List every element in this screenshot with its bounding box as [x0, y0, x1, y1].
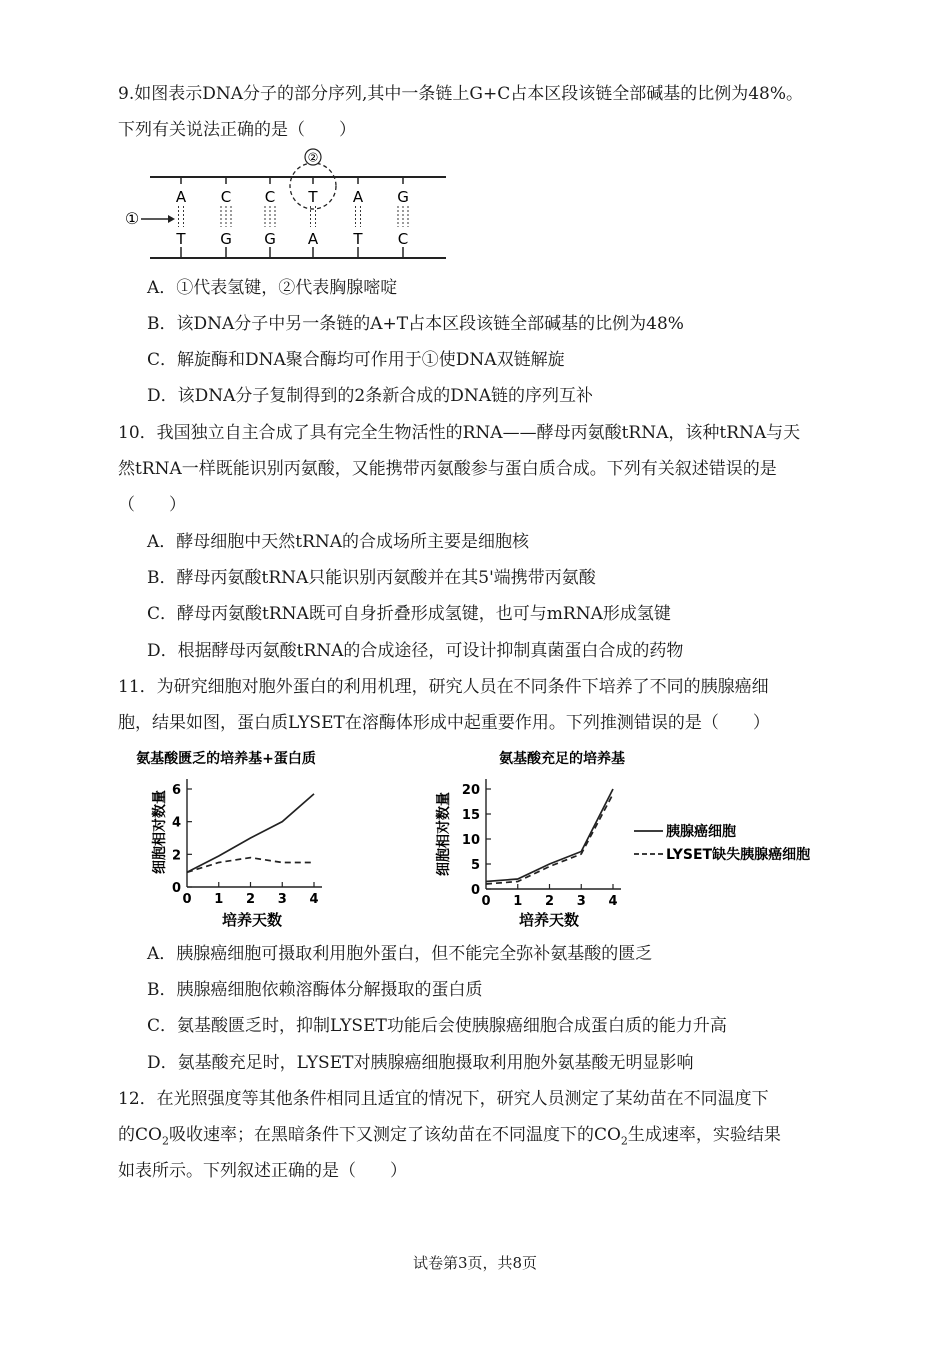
chart2-xlabel: 培养天数: [518, 911, 580, 929]
chart1-ylabel: 细胞相对数量: [152, 790, 168, 874]
y-tick-label: 0: [171, 881, 181, 896]
q10-option-c: C．酵母丙氨酸tRNA既可自身折叠形成氢键，也可与mRNA形成氢键: [147, 604, 671, 624]
series-line-pancreatic-cancer: [187, 794, 314, 872]
base-bottom-3: A: [307, 230, 319, 248]
base-top-3: T: [308, 188, 318, 206]
x-tick-label: 3: [576, 894, 586, 909]
x-tick-label: 3: [277, 892, 287, 907]
base-top-0: A: [175, 188, 187, 206]
q10-option-b: B．酵母丙氨酸tRNA只能识别丙氨酸并在其5'端携带丙氨酸: [147, 568, 596, 588]
q10-option-a: A．酵母细胞中天然tRNA的合成场所主要是细胞核: [147, 532, 530, 552]
q10-stem-line1: 10．我国独立自主合成了具有完全生物活性的RNA——酵母丙氨酸tRNA，该种tRNA与天: [118, 423, 801, 443]
base-bottom-2: G: [264, 230, 276, 248]
chart2-plot: [462, 779, 621, 909]
q12-stem-line1: 12．在光照强度等其他条件相同且适宜的情况下，研究人员测定了某幼苗在不同温度下: [118, 1089, 769, 1109]
x-tick-label: 2: [544, 894, 555, 909]
q12-line2-part-b: 吸收速率；在黑暗条件下又测定了该幼苗在不同温度下的CO: [168, 1125, 621, 1145]
x-tick-label: 1: [214, 892, 224, 907]
q11-stem-line2: 胞，结果如图，蛋白质LYSET在溶酶体形成中起重要作用。下列推测错误的是（ ）: [118, 713, 770, 733]
q11-option-c: C．氨基酸匮乏时，抑制LYSET功能后会使胰腺癌细胞合成蛋白质的能力升高: [147, 1016, 727, 1036]
series-line-lyset-deficient: [187, 858, 314, 873]
q12-line2-sub2: 2: [620, 1134, 628, 1148]
q11-option-d: D．氨基酸充足时，LYSET对胰腺癌细胞摄取利用胞外氨基酸无明显影响: [147, 1053, 694, 1073]
marker1-arrowhead: [168, 215, 175, 223]
base-bottom-0: T: [176, 230, 186, 248]
base-bottom-4: T: [353, 230, 363, 248]
chart1-xlabel: 培养天数: [221, 911, 283, 929]
q12-line2-sub1: 2: [161, 1134, 169, 1148]
q11-option-a: A．胰腺癌细胞可摄取利用胞外蛋白，但不能完全弥补氨基酸的匮乏: [147, 944, 653, 964]
chart1-plot: [172, 779, 322, 907]
base-pairs: [175, 177, 408, 258]
q10-stem-line2: 然tRNA一样既能识别丙氨酸，又能携带丙氨酸参与蛋白质合成。下列有关叙述错误的是: [118, 459, 777, 479]
marker1-label: ①: [124, 209, 140, 228]
legend-item-1: 胰腺癌细胞: [666, 824, 736, 840]
y-tick-label: 0: [470, 883, 480, 898]
base-top-2: C: [264, 188, 276, 206]
series-line-lyset-deficient: [486, 794, 613, 884]
y-tick-label: 5: [470, 858, 480, 873]
series-line-pancreatic-cancer: [486, 789, 613, 882]
x-tick-label: 0: [182, 892, 192, 907]
q10-stem-line3: （ ）: [118, 495, 186, 515]
y-tick-label: 4: [171, 815, 181, 831]
q9-option-b: B．该DNA分子中另一条链的A+T占本区段该链全部碱基的比例为48%: [147, 314, 684, 334]
y-tick-label: 15: [461, 808, 480, 823]
page-footer: 试卷第3页，共8页: [412, 1254, 538, 1272]
q9-option-c: C．解旋酶和DNA聚合酶均可作用于①使DNA双链解旋: [147, 350, 565, 370]
dna-diagram: [118, 148, 453, 268]
marker2-label: ②: [307, 150, 319, 165]
base-top-4: A: [352, 188, 364, 206]
chart2-ylabel: 细胞相对数量: [436, 792, 452, 876]
base-bottom-5: C: [397, 230, 409, 248]
q10-option-d: D．根据酵母丙氨酸tRNA的合成途径，可设计抑制真菌蛋白合成的药物: [147, 641, 684, 661]
q12-line2-part-c: 生成速率，实验结果: [627, 1125, 781, 1145]
q9-stem-line1: 9.如图表示DNA分子的部分序列,其中一条链上G+C占本区段该链全部碱基的比例为48%。: [118, 84, 804, 104]
base-top-1: C: [220, 188, 232, 206]
chart2-title: 氨基酸充足的培养基: [499, 751, 625, 767]
y-tick-label: 10: [461, 833, 480, 848]
x-tick-label: 4: [309, 892, 319, 907]
q12-stem-line3: 如表所示。下列叙述正确的是（ ）: [118, 1161, 407, 1181]
q9-option-d: D．该DNA分子复制得到的2条新合成的DNA链的序列互补: [147, 386, 594, 406]
base-bottom-1: G: [220, 230, 232, 248]
x-tick-label: 1: [513, 894, 523, 909]
legend: [634, 823, 810, 863]
chart1-title: 氨基酸匮乏的培养基+蛋白质: [136, 751, 316, 767]
x-tick-label: 2: [245, 892, 256, 907]
x-tick-label: 4: [608, 894, 618, 909]
legend-item-2: LYSET缺失胰腺癌细胞: [666, 847, 811, 863]
q12-line2-part-a: 的CO: [118, 1125, 162, 1145]
y-tick-label: 20: [461, 783, 480, 798]
y-tick-label: 2: [171, 848, 181, 864]
base-top-5: G: [397, 188, 409, 206]
q11-stem-line1: 11．为研究细胞对胞外蛋白的利用机理，研究人员在不同条件下培养了不同的胰腺癌细: [118, 677, 769, 697]
growth-charts: [118, 742, 838, 934]
q12-stem-line2: [118, 1124, 781, 1152]
x-tick-label: 0: [481, 894, 491, 909]
q9-stem-line2: 下列有关说法正确的是（ ）: [118, 120, 356, 140]
q11-option-b: B．胰腺癌细胞依赖溶酶体分解摄取的蛋白质: [147, 980, 483, 1000]
y-tick-label: 6: [171, 783, 181, 798]
q9-option-a: A．①代表氢键，②代表胸腺嘧啶: [147, 278, 398, 298]
